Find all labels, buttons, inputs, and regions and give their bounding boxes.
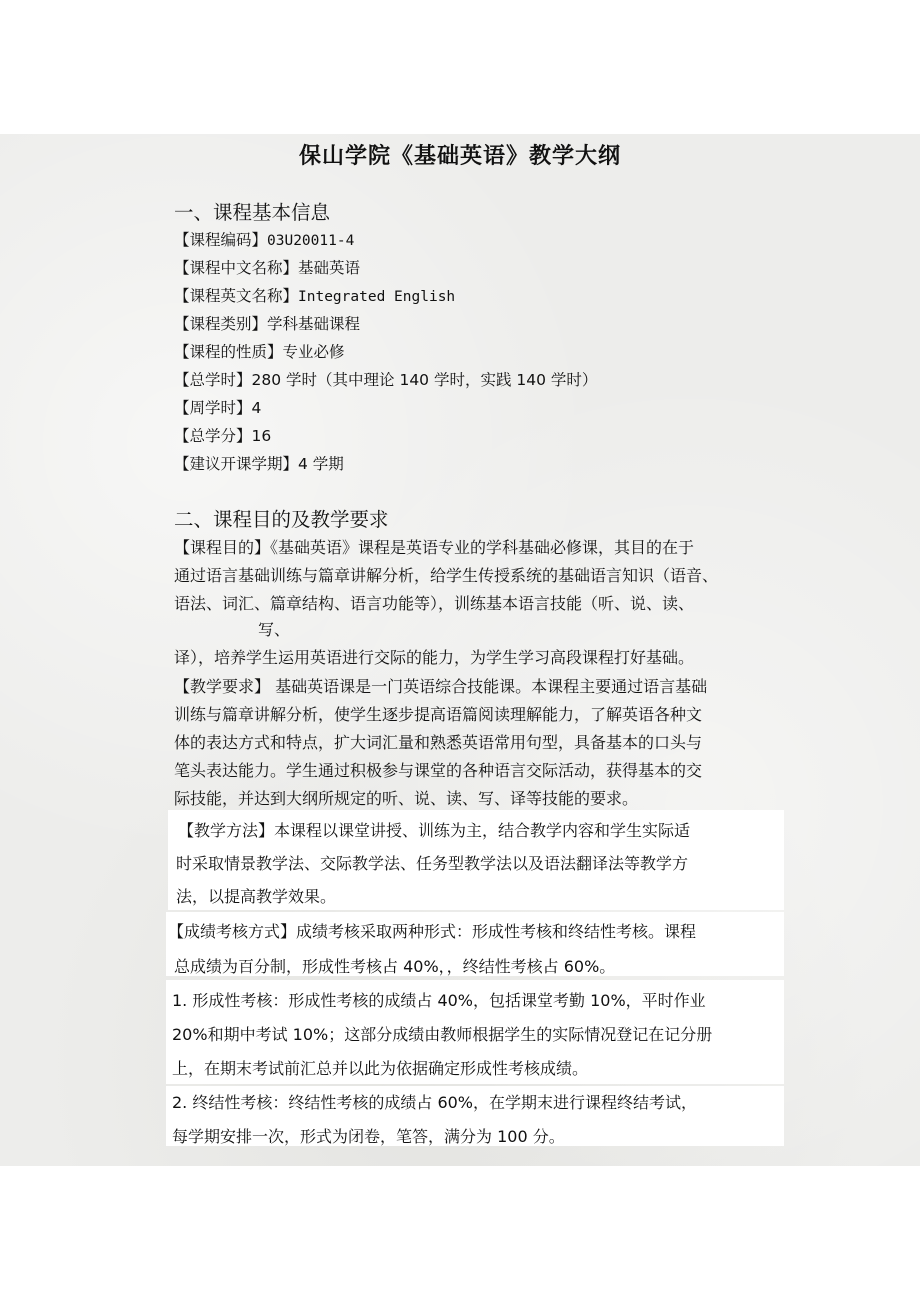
formative-line: 20%和期中考试 10%；这部分成绩由教师根据学生的实际情况登记在记分册	[172, 1025, 713, 1044]
teaching-method-block	[168, 810, 784, 910]
row-label: 【建议开课学期】	[174, 455, 299, 473]
row-label: 【总学时】	[174, 371, 252, 389]
method-line: 时采取情景教学法、交际教学法、任务型教学法以及语法翻译法等教学方	[176, 854, 689, 873]
row-label: 【周学时】	[174, 399, 252, 417]
requirement-line: 笔头表达能力。学生通过积极参与课堂的各种语言交际活动，获得基本的交	[174, 761, 703, 780]
row-value: 4 学期	[298, 455, 344, 473]
method-line: 【教学方法】本课程以课堂讲授、训练为主，结合教学内容和学生实际适	[178, 821, 691, 840]
info-row-credits	[174, 424, 271, 446]
requirement-line: 际技能，并达到大纲所规定的听、说、读、写、译等技能的要求。	[174, 789, 639, 808]
info-row-total-hours	[174, 368, 597, 390]
row-value: 03U20011-4	[267, 233, 355, 249]
purpose-line: 【课程目的】《基础英语》课程是英语专业的学科基础必修课，其目的在于	[174, 538, 695, 557]
formative-block	[166, 980, 784, 1084]
row-label: 【课程的性质】	[174, 343, 283, 361]
row-label: 【课程英文名称】	[174, 287, 299, 305]
final-line: 2. 终结性考核：终结性考核的成绩占 60%，在学期末进行课程终结考试，	[172, 1093, 698, 1112]
row-value: 基础英语	[298, 259, 361, 277]
info-row-category	[174, 312, 360, 334]
formative-line: 上，在期末考试前汇总并以此为依据确定形成性考核成绩。	[172, 1059, 589, 1078]
assessment-line: 总成绩为百分制，形成性考核占 40%，，终结性考核占 60%。	[174, 957, 616, 976]
purpose-wrap: 写、	[258, 620, 291, 639]
row-value: 专业必修	[282, 343, 345, 361]
requirement-line: 体的表达方式和特点，扩大词汇量和熟悉英语常用句型，具备基本的口头与	[174, 733, 703, 752]
final-line: 每学期安排一次，形式为闭卷，笔答，满分为 100 分。	[172, 1127, 565, 1146]
row-label: 【课程编码】	[174, 231, 268, 249]
row-value: 280 学时（其中理论 140 学时，实践 140 学时）	[251, 371, 598, 389]
assessment-block	[166, 912, 784, 976]
info-row-code	[174, 228, 354, 250]
purpose-line: 语法、词汇、篇章结构、语言功能等），训练基本语言技能（听、说、读、	[174, 594, 695, 613]
info-row-nature	[174, 340, 345, 362]
final-exam-block	[166, 1086, 784, 1146]
row-label: 【课程中文名称】	[174, 259, 299, 277]
info-row-en-name	[174, 284, 455, 306]
row-label: 【课程类别】	[174, 315, 268, 333]
info-row-semester	[174, 452, 344, 474]
section2-heading: 二、课程目的及教学要求	[174, 508, 389, 531]
row-value: 4	[251, 399, 262, 417]
info-row-cn-name	[174, 256, 360, 278]
row-value: 学科基础课程	[267, 315, 361, 333]
requirement-line: 【教学要求】 基础英语课是一门英语综合技能课。本课程主要通过语言基础	[174, 677, 708, 696]
assessment-line: 【成绩考核方式】成绩考核采取两种形式：形成性考核和终结性考核。课程	[168, 922, 697, 941]
row-value: Integrated English	[298, 289, 456, 305]
purpose-line: 译），培养学生运用英语进行交际的能力，为学生学习高段课程打好基础。	[174, 648, 695, 667]
purpose-line: 通过语言基础训练与篇章讲解分析，给学生传授系统的基础语言知识（语音、	[174, 566, 719, 585]
section1-heading: 一、课程基本信息	[174, 201, 331, 224]
page-title: 保山学院《基础英语》教学大纲	[298, 144, 621, 169]
method-line: 法，以提高教学效果。	[176, 887, 337, 906]
row-value: 16	[251, 427, 272, 445]
formative-line: 1. 形成性考核：形成性考核的成绩占 40%，包括课堂考勤 10%，平时作业	[172, 991, 706, 1010]
requirement-line: 训练与篇章讲解分析，使学生逐步提高语篇阅读理解能力，了解英语各种文	[174, 705, 703, 724]
row-label: 【总学分】	[174, 427, 252, 445]
info-row-weekly-hours	[174, 396, 261, 418]
